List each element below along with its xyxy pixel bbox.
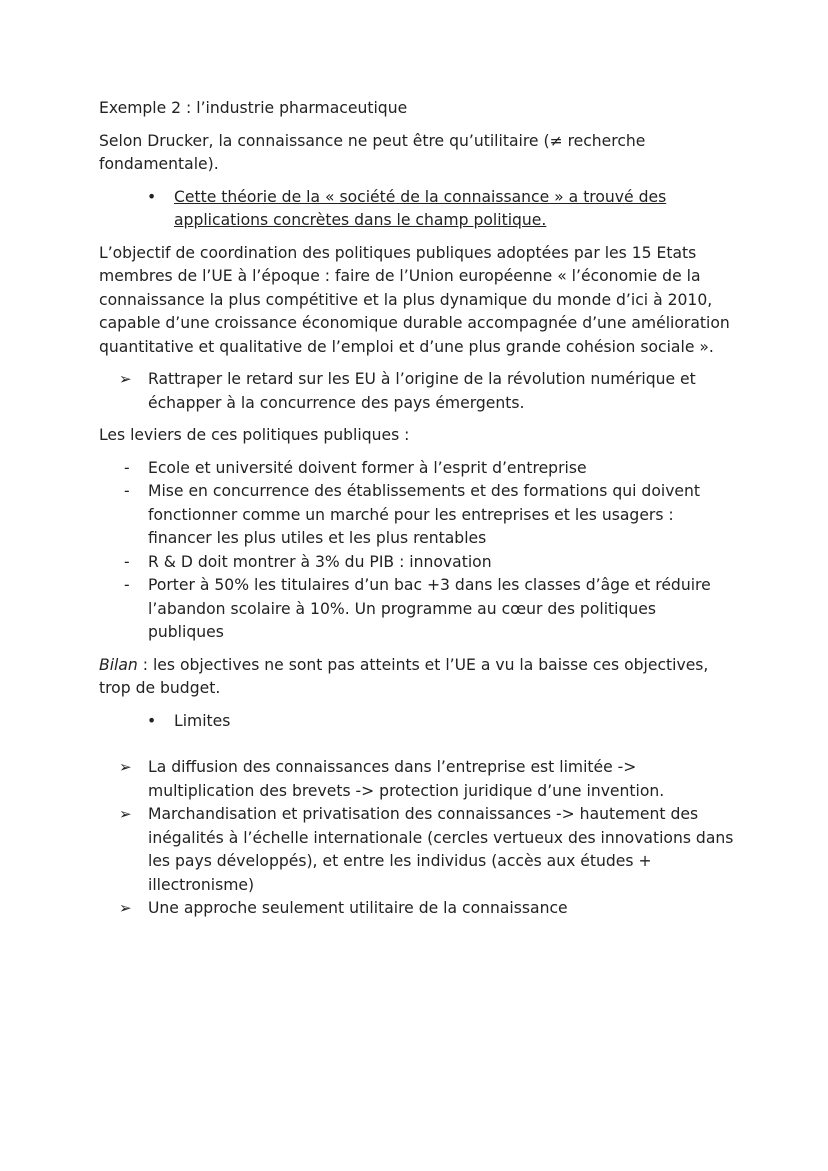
list-item — [99, 574, 735, 645]
theory-bullet-list — [99, 186, 735, 233]
bilan-text: : les objectives ne sont pas atteints et l’UE a vu la baisse ces objectives, trop de budget. — [99, 655, 709, 697]
limit-text: Marchandisation et privatisation des connaissances -> hautement des inégalités à l’échelle internationale (cercles vertueux des innovations dans les pays développés), et entre les individus (accès aux études + illectronisme) — [148, 805, 734, 894]
limits-bullet-list — [99, 710, 735, 734]
list-item — [99, 551, 735, 575]
objective-paragraph: L’objectif de coordination des politiques publiques adoptées par les 15 Etats membres de l’UE à l’époque : faire de l’Union européenne « l’économie de la connaissance la plus compétitive et la plus dynamique du monde d’ici à 2010, capable d’une croissance économique durable accompagnée d’une amélioration quantitative et qualitative de l’emploi et d’une plus grande cohésion sociale ». — [99, 243, 730, 356]
arrow-icon: ➢ — [119, 899, 132, 917]
list-item — [99, 186, 735, 233]
levers-list — [99, 457, 735, 645]
limit-text: Une approche seulement utilitaire de la connaissance — [148, 899, 568, 917]
theory-bullet-text: Cette théorie de la « société de la connaissance » a trouvé des applications concrètes dans le champ politique. — [174, 187, 667, 229]
list-item — [99, 710, 735, 734]
list-item — [99, 368, 735, 415]
arrow-icon: ➢ — [119, 758, 132, 776]
levers-intro: Les leviers de ces politiques publiques : — [99, 426, 410, 444]
lever-text: R & D doit montrer à 3% du PIB : innovation — [148, 552, 492, 571]
document-page — [99, 97, 735, 930]
dash-icon: - — [124, 552, 130, 571]
list-item — [99, 457, 735, 481]
limit-text: La diffusion des connaissances dans l’entreprise est limitée -> multiplication des brevets -> protection juridique d’une invention. — [148, 758, 665, 800]
dash-icon: - — [124, 482, 130, 500]
spacer — [99, 742, 735, 756]
lever-text: Ecole et université doivent former à l’esprit d’entreprise — [148, 458, 587, 477]
catchup-arrow-list — [99, 368, 735, 415]
dash-icon: - — [124, 576, 130, 594]
list-item — [99, 897, 735, 921]
arrow-icon: ➢ — [119, 805, 132, 823]
list-item — [99, 803, 735, 897]
catchup-text: Rattraper le retard sur les EU à l’origine de la révolution numérique et échapper à la concurrence des pays émergents. — [148, 370, 696, 412]
bilan-label: Bilan — [99, 655, 138, 674]
list-item — [99, 480, 735, 551]
bullet-icon: • — [147, 711, 157, 730]
lever-text: Porter à 50% les titulaires d’un bac +3 dans les classes d’âge et réduire l’abandon scolaire à 10%. Un programme au cœur des politiques publiques — [148, 576, 711, 641]
dash-icon: - — [124, 458, 130, 477]
bullet-icon: • — [147, 187, 157, 206]
limits-bullet-text: Limites — [174, 711, 231, 730]
limits-arrow-list — [99, 756, 735, 921]
heading-example-2: Exemple 2 : l’industrie pharmaceutique — [99, 99, 408, 117]
arrow-icon: ➢ — [119, 370, 132, 388]
drucker-paragraph: Selon Drucker, la connaissance ne peut être qu’utilitaire (≠ recherche fondamentale). — [99, 131, 646, 173]
list-item — [99, 756, 735, 803]
bilan-paragraph — [99, 654, 735, 701]
lever-text: Mise en concurrence des établissements et des formations qui doivent fonctionner comme un marché pour les entreprises et les usagers : financer les plus utiles et les plus rentables — [148, 482, 701, 547]
